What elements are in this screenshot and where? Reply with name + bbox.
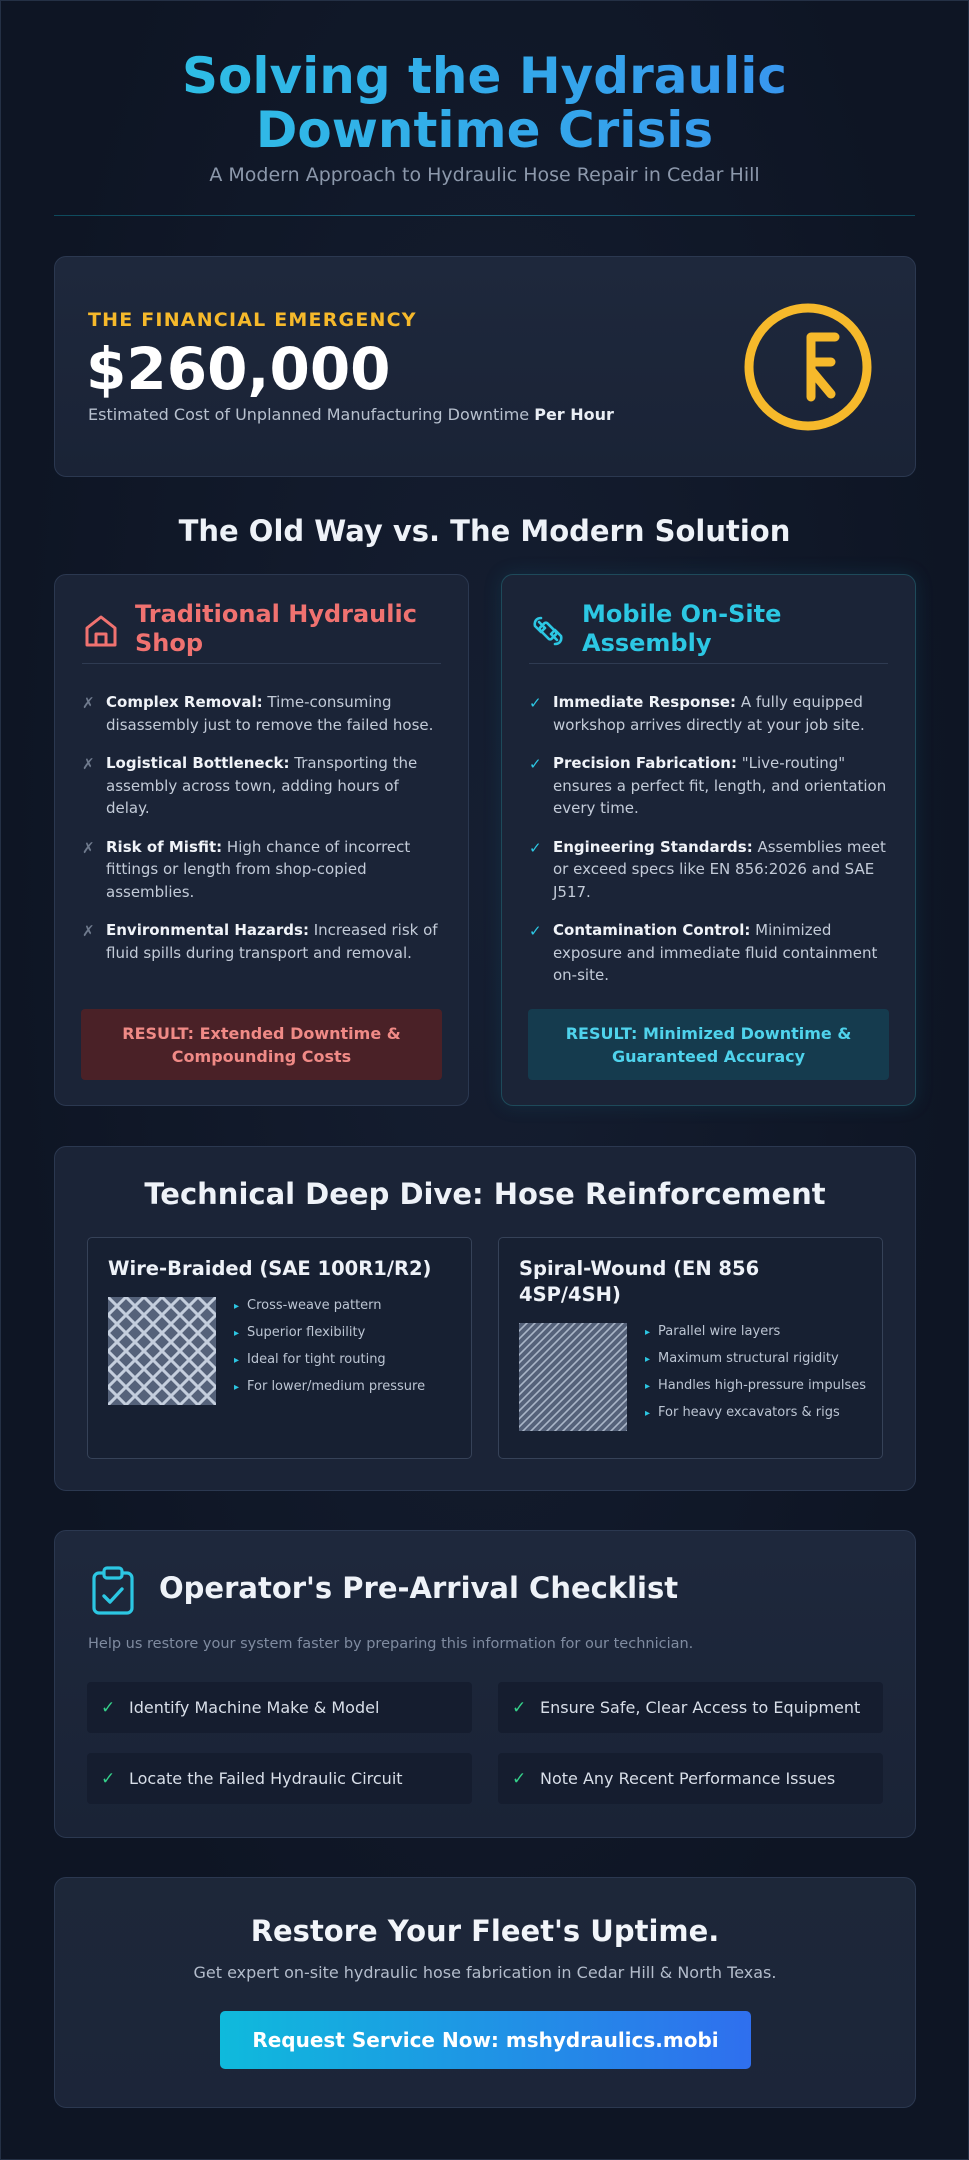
check-icon: ✓ [512,1697,527,1718]
list-item [82,836,441,904]
item-text: Assemblies meet or exceed specs like EN 856:2026 and SAE J517. [553,837,886,901]
braided-pattern-icon [108,1297,216,1405]
item-bold: Complex Removal: [106,693,263,711]
page-subtitle: A Modern Approach to Hydraulic Hose Repair in Cedar Hill [209,164,760,186]
list-item [645,1376,868,1397]
financial-desc-text: Estimated Cost of Unplanned Manufacturing Downtime [88,405,535,424]
check-icon: ✓ [529,922,542,940]
cross-icon: ✗ [82,694,95,712]
traditional-shop-card [54,574,469,1106]
wire-braided-points [234,1296,457,1404]
bullet-icon: ▸ [234,1301,240,1312]
list-item [234,1377,457,1398]
list-item [645,1322,868,1343]
checklist-item [498,1753,883,1804]
franc-coin-icon [743,302,873,432]
tools-icon [529,612,567,650]
traditional-shop-title: Traditional Hydraulic Shop [135,600,417,657]
point-text: Parallel wire layers [658,1324,781,1339]
checklist-subtitle: Help us restore your system faster by preparing this information for our technician. [88,1636,694,1652]
list-item [234,1296,457,1317]
list-item [82,919,441,964]
item-text: A fully equipped workshop arrives directly at your job site. [553,693,865,734]
check-icon: ✓ [101,1768,116,1789]
spiral-pattern-icon [519,1323,627,1431]
item-bold: Immediate Response: [553,693,737,711]
cta-card [54,1877,916,2108]
bullet-icon: ▸ [645,1381,651,1392]
request-service-button[interactable]: Request Service Now: mshydraulics.mobi [220,2011,751,2069]
check-icon: ✓ [101,1697,116,1718]
point-text: Maximum structural rigidity [658,1351,839,1366]
deep-dive-heading: Technical Deep Dive: Hose Reinforcement [144,1177,826,1211]
cross-icon: ✗ [82,838,95,857]
bullet-icon: ▸ [234,1382,240,1393]
list-item [529,691,888,736]
point-text: For lower/medium pressure [247,1379,426,1394]
check-icon: ✓ [512,1768,527,1789]
cross-icon: ✗ [82,755,95,773]
mobile-assembly-header [529,600,888,664]
financial-value: $260,000 [86,335,391,403]
checklist-item-label: Note Any Recent Performance Issues [540,1769,836,1788]
list-item [645,1403,868,1424]
spiral-wound-panel [498,1237,883,1459]
item-text: Increased risk of fluid spills during transport and removal. [106,921,438,962]
item-bold: Contamination Control: [553,921,751,939]
item-bold: Engineering Standards: [553,837,753,856]
bullet-icon: ▸ [234,1355,240,1366]
item-text: "Live-routing" ensures a perfect fit, length, and orientation every time. [553,754,887,817]
bullet-icon: ▸ [645,1327,651,1338]
financial-label: THE FINANCIAL EMERGENCY [88,309,417,331]
mobile-result-banner: RESULT: Minimized Downtime & Guaranteed Accuracy [528,1009,889,1080]
bullet-icon: ▸ [645,1408,651,1419]
checklist-card [54,1530,916,1838]
checklist-item-label: Ensure Safe, Clear Access to Equipment [540,1698,861,1717]
list-item [529,836,888,904]
checklist-heading: Operator's Pre-Arrival Checklist [159,1571,679,1605]
spiral-wound-title: Spiral-Wound (EN 856 4SP/4SH) [519,1257,760,1306]
check-icon: ✓ [529,694,542,712]
financial-emergency-card [54,256,916,477]
comparison-heading: The Old Way vs. The Modern Solution [178,514,791,548]
spiral-wound-points [645,1322,868,1430]
mobile-assembly-list [529,691,888,1003]
checklist-item [498,1682,883,1733]
list-item [234,1323,457,1344]
cross-icon: ✗ [82,922,95,940]
traditional-result-banner: RESULT: Extended Downtime & Compounding Costs [81,1009,442,1080]
point-text: Ideal for tight routing [247,1352,386,1367]
financial-description [88,405,614,424]
bullet-icon: ▸ [645,1354,651,1365]
traditional-shop-list [82,691,441,980]
list-item [529,919,888,987]
point-text: For heavy excavators & rigs [658,1405,840,1420]
point-text: Superior flexibility [247,1325,366,1340]
item-bold: Risk of Misfit: [106,837,223,856]
bullet-icon: ▸ [234,1328,240,1339]
house-icon [82,612,120,650]
mobile-assembly-title: Mobile On-Site Assembly [582,600,782,657]
item-bold: Precision Fabrication: [553,754,737,772]
item-text: Minimized exposure and immediate fluid containment on-site. [553,921,878,984]
divider [54,215,915,216]
point-text: Handles high-pressure impulses [658,1378,866,1393]
item-text: Time-consuming disassembly just to remove the failed hose. [106,693,434,734]
financial-desc-bold: Per Hour [534,405,614,424]
cta-heading: Restore Your Fleet's Uptime. [250,1914,720,1948]
list-item [234,1350,457,1371]
check-icon: ✓ [529,838,542,857]
mobile-assembly-card [501,574,916,1106]
point-text: Cross-weave pattern [247,1298,382,1313]
wire-braided-panel [87,1237,472,1459]
list-item [529,752,888,820]
clipboard-check-icon [90,1566,136,1616]
item-bold: Environmental Hazards: [106,921,309,939]
traditional-shop-header [82,600,441,664]
item-bold: Logistical Bottleneck: [106,754,290,772]
item-text: High chance of incorrect fittings or length from shop-copied assemblies. [106,837,411,901]
list-item [645,1349,868,1370]
deep-dive-card [54,1146,916,1491]
checklist-item-label: Locate the Failed Hydraulic Circuit [129,1769,403,1788]
item-text: Transporting the assembly across town, adding hours of delay. [106,754,418,817]
list-item [82,752,441,820]
wire-braided-title: Wire-Braided (SAE 100R1/R2) [108,1257,432,1280]
page-title: Solving the Hydraulic Downtime Crisis [41,49,928,157]
checklist-item [87,1753,472,1804]
cta-subtitle: Get expert on-site hydraulic hose fabrication in Cedar Hill & North Texas. [193,1963,777,1982]
check-icon: ✓ [529,755,542,773]
checklist-item-label: Identify Machine Make & Model [129,1698,380,1717]
checklist-item [87,1682,472,1733]
list-item [82,691,441,736]
